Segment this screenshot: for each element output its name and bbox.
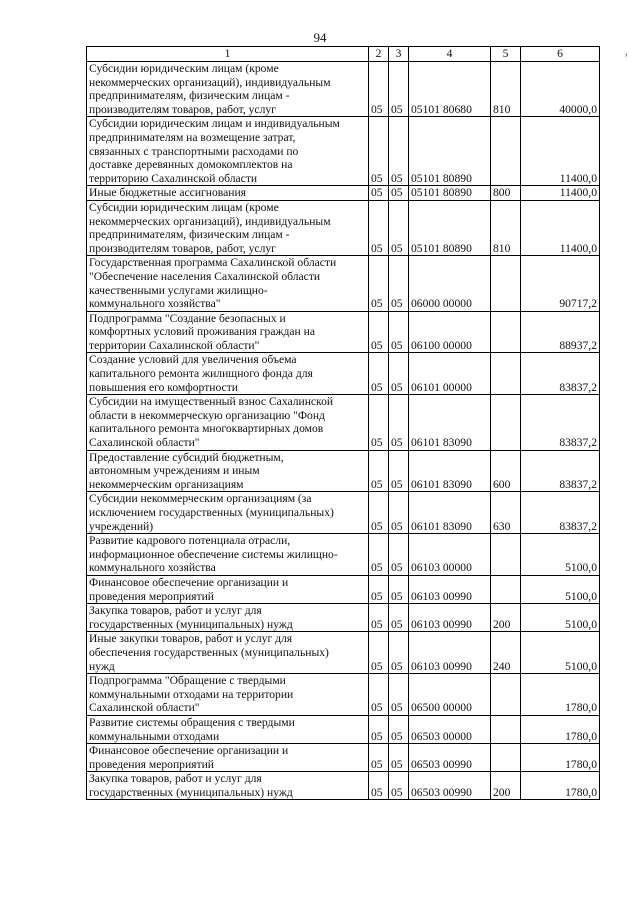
header-col-2: 2	[369, 47, 389, 62]
table-row	[87, 353, 600, 395]
row-section: 05	[369, 62, 389, 117]
row-amount: 1780,0	[521, 744, 600, 772]
row-section: 05	[369, 450, 389, 492]
header-col-1: 1	[87, 47, 369, 62]
row-expense-type	[491, 534, 521, 576]
row-amount: 1780,0	[521, 715, 600, 743]
row-section: 05	[369, 744, 389, 772]
row-subsection: 05	[389, 632, 409, 674]
row-section: 05	[369, 311, 389, 353]
row-section: 05	[369, 575, 389, 603]
row-amount: 5100,0	[521, 575, 600, 603]
row-expense-type: 200	[491, 604, 521, 632]
row-expense-type: 630	[491, 492, 521, 534]
row-target-article: 06101 83090	[409, 492, 491, 534]
row-name: Развитие кадрового потенциала отрасли, информационное обеспечение системы жилищно- коммунального хозяйства	[87, 534, 369, 576]
row-expense-type	[491, 117, 521, 186]
row-section: 05	[369, 256, 389, 311]
header-col-3: 3	[389, 47, 409, 62]
row-section: 05	[369, 674, 389, 716]
row-amount: 1780,0	[521, 674, 600, 716]
budget-table	[86, 46, 600, 800]
row-expense-type: 240	[491, 632, 521, 674]
row-name: Субсидии на имущественный взнос Сахалинской области в некоммерческую организацию "Фонд капитального ремонта многоквартирных домов Сахалинской области"	[87, 395, 369, 450]
row-expense-type	[491, 395, 521, 450]
row-subsection: 05	[389, 534, 409, 576]
row-section: 05	[369, 117, 389, 186]
table-row	[87, 311, 600, 353]
row-target-article: 06103 00000	[409, 534, 491, 576]
row-target-article: 05101 80890	[409, 186, 491, 201]
row-subsection: 05	[389, 674, 409, 716]
row-target-article: 06000 00000	[409, 256, 491, 311]
row-amount: 5100,0	[521, 534, 600, 576]
row-subsection: 05	[389, 62, 409, 117]
header-col-4: 4	[409, 47, 491, 62]
row-target-article: 05101 80890	[409, 117, 491, 186]
table-row	[87, 534, 600, 576]
row-amount: 5100,0	[521, 632, 600, 674]
row-target-article: 05101 80890	[409, 200, 491, 255]
row-target-article: 06500 00000	[409, 674, 491, 716]
row-subsection: 05	[389, 492, 409, 534]
table-row	[87, 632, 600, 674]
row-target-article: 06503 00990	[409, 744, 491, 772]
table-row	[87, 450, 600, 492]
row-section: 05	[369, 395, 389, 450]
table-row	[87, 575, 600, 603]
table-row	[87, 256, 600, 311]
row-expense-type	[491, 256, 521, 311]
row-name: Закупка товаров, работ и услуг для государственных (муниципальных) нужд	[87, 604, 369, 632]
row-target-article: 06101 83090	[409, 395, 491, 450]
row-name: Предоставление субсидий бюджетным, автономным учреждениям и иным некоммерческим организациям	[87, 450, 369, 492]
row-section: 05	[369, 632, 389, 674]
table-row	[87, 117, 600, 186]
row-amount: 40000,0	[521, 62, 600, 117]
row-section: 05	[369, 715, 389, 743]
table-row	[87, 200, 600, 255]
row-subsection: 05	[389, 744, 409, 772]
row-subsection: 05	[389, 772, 409, 800]
row-amount: 5100,0	[521, 604, 600, 632]
table-row	[87, 395, 600, 450]
header-col-6: 6	[521, 47, 600, 62]
page-number: 94	[313, 30, 327, 45]
row-subsection: 05	[389, 200, 409, 255]
row-amount: 11400,0	[521, 186, 600, 201]
table-row	[87, 62, 600, 117]
row-subsection: 05	[389, 256, 409, 311]
row-section: 05	[369, 772, 389, 800]
row-name: Субсидии юридическим лицам (кроме некоммерческих организаций), индивидуальным предпринимателям, физическим лицам - производителям товаров, работ, услуг	[87, 200, 369, 255]
table-row	[87, 186, 600, 201]
row-target-article: 06503 00990	[409, 772, 491, 800]
row-name: Иные закупки товаров, работ и услуг для обеспечения государственных (муниципальных) нужд	[87, 632, 369, 674]
table-row	[87, 715, 600, 743]
row-amount: 90717,2	[521, 256, 600, 311]
row-expense-type	[491, 575, 521, 603]
row-target-article: 05101 80680	[409, 62, 491, 117]
table-row	[87, 772, 600, 800]
row-name: Государственная программа Сахалинской области "Обеспечение населения Сахалинской области качественными услугами жилищно- коммунального хозяйства"	[87, 256, 369, 311]
row-section: 05	[369, 534, 389, 576]
row-expense-type: 810	[491, 62, 521, 117]
row-expense-type: 200	[491, 772, 521, 800]
row-amount: 11400,0	[521, 200, 600, 255]
row-section: 05	[369, 200, 389, 255]
row-section: 05	[369, 353, 389, 395]
row-amount: 83837,2	[521, 395, 600, 450]
row-target-article: 06503 00000	[409, 715, 491, 743]
row-section: 05	[369, 186, 389, 201]
row-expense-type	[491, 744, 521, 772]
row-subsection: 05	[389, 715, 409, 743]
row-expense-type	[491, 311, 521, 353]
row-name: Финансовое обеспечение организации и проведения мероприятий	[87, 744, 369, 772]
table-row	[87, 492, 600, 534]
row-target-article: 06103 00990	[409, 632, 491, 674]
row-name: Создание условий для увеличения объема капитального ремонта жилищного фонда для повышения его комфортности	[87, 353, 369, 395]
row-expense-type: 800	[491, 186, 521, 201]
row-subsection: 05	[389, 186, 409, 201]
margin-mark: ,	[624, 44, 628, 59]
row-name: Финансовое обеспечение организации и проведения мероприятий	[87, 575, 369, 603]
row-target-article: 06103 00990	[409, 575, 491, 603]
row-name: Субсидии юридическим лицам (кроме некоммерческих организаций), индивидуальным предпринимателям, физическим лицам - производителям товаров, работ, услуг	[87, 62, 369, 117]
row-name: Иные бюджетные ассигнования	[87, 186, 369, 201]
row-expense-type: 600	[491, 450, 521, 492]
row-subsection: 05	[389, 311, 409, 353]
row-expense-type	[491, 353, 521, 395]
row-expense-type	[491, 715, 521, 743]
row-subsection: 05	[389, 575, 409, 603]
table-row	[87, 674, 600, 716]
table-row	[87, 744, 600, 772]
row-amount: 11400,0	[521, 117, 600, 186]
header-row	[87, 47, 600, 62]
row-name: Подпрограмма "Обращение с твердыми коммунальными отходами на территории Сахалинской области"	[87, 674, 369, 716]
row-subsection: 05	[389, 117, 409, 186]
row-subsection: 05	[389, 395, 409, 450]
row-target-article: 06101 00000	[409, 353, 491, 395]
table-row	[87, 604, 600, 632]
row-target-article: 06100 00000	[409, 311, 491, 353]
row-name: Развитие системы обращения с твердыми коммунальными отходами	[87, 715, 369, 743]
row-amount: 83837,2	[521, 450, 600, 492]
row-amount: 83837,2	[521, 492, 600, 534]
row-amount: 83837,2	[521, 353, 600, 395]
row-section: 05	[369, 492, 389, 534]
row-subsection: 05	[389, 604, 409, 632]
row-expense-type: 810	[491, 200, 521, 255]
row-subsection: 05	[389, 450, 409, 492]
row-amount: 88937,2	[521, 311, 600, 353]
row-expense-type	[491, 674, 521, 716]
row-subsection: 05	[389, 353, 409, 395]
row-name: Подпрограмма "Создание безопасных и комфортных условий проживания граждан на территории Сахалинской области"	[87, 311, 369, 353]
row-target-article: 06103 00990	[409, 604, 491, 632]
row-target-article: 06101 83090	[409, 450, 491, 492]
row-name: Субсидии юридическим лицам и индивидуальным предпринимателям на возмещение затрат, связанных с транспортными расходами по доставке деревянных домокомплектов на территорию Сахалинской области	[87, 117, 369, 186]
row-section: 05	[369, 604, 389, 632]
row-name: Закупка товаров, работ и услуг для государственных (муниципальных) нужд	[87, 772, 369, 800]
row-amount: 1780,0	[521, 772, 600, 800]
row-name: Субсидии некоммерческим организациям (за исключением государственных (муниципальных) учреждений)	[87, 492, 369, 534]
header-col-5: 5	[491, 47, 521, 62]
